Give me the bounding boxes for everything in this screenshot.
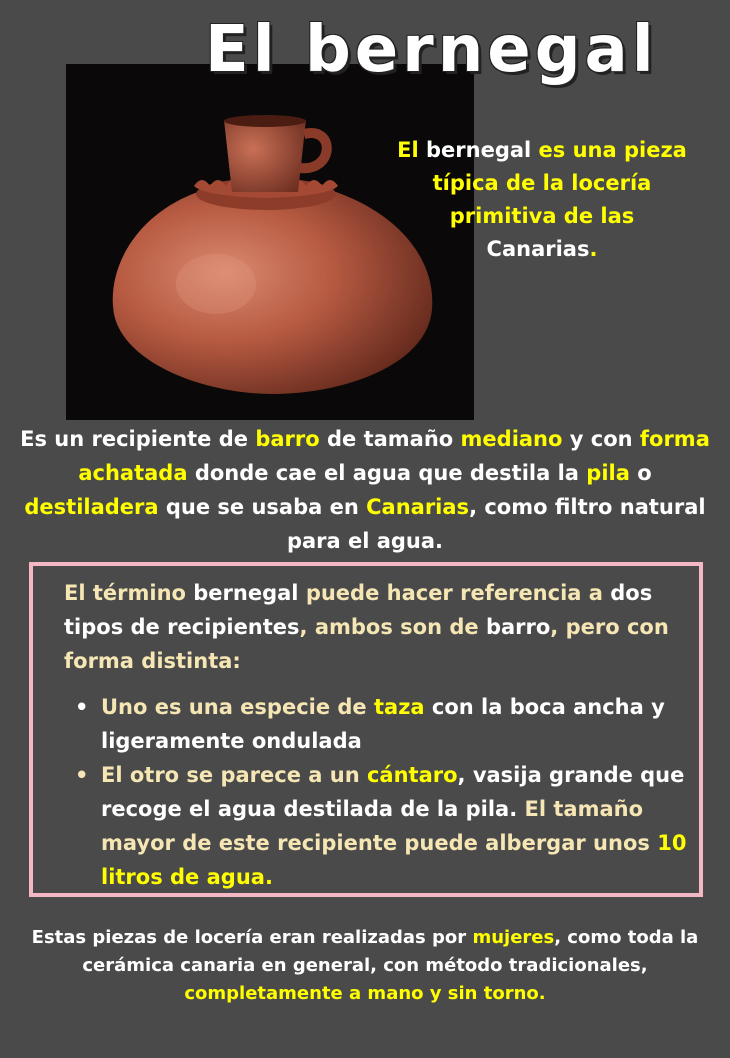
box-part: , pero con forma distinta: [64,615,669,673]
bullet-highlight: taza [373,695,425,719]
intro-keyword: bernegal [426,138,532,162]
bullet-icon: • [75,695,89,719]
footer-highlight: completamente a mano y sin torno. [184,983,546,1004]
bullet-highlight: cántaro [366,763,458,787]
intro-part: El [397,138,419,162]
box-keyword: barro [485,615,551,639]
bullet-highlight: 10 litros de agua. [101,831,687,889]
bullet-list [75,690,695,894]
intro-keyword: Canarias [486,237,590,261]
desc-part: que se usaba en [165,495,359,519]
info-box-text [64,576,684,678]
desc-highlight: destiladera [24,495,159,519]
intro-text [392,134,692,266]
bullet-icon: • [75,763,89,787]
list-item [75,758,695,894]
bullet-part: Uno es una especie de [101,695,367,719]
box-part: El término [64,581,186,605]
desc-part: de tamaño [326,427,454,451]
desc-highlight: mediano [460,427,563,451]
bullet-part: con la boca ancha y ligeramente ondulada [101,695,665,753]
desc-part: Es un recipiente de [20,427,249,451]
desc-highlight: pila [586,461,630,485]
footer-text [20,924,710,1008]
box-keyword: bernegal [193,581,299,605]
desc-highlight: Canarias [366,495,470,519]
intro-part: . [589,237,598,261]
page-title: El bernegal [205,13,658,87]
box-part: puede hacer referencia a [305,581,603,605]
box-part: , ambos son de [299,615,479,639]
intro-part: es una pieza típica de la locería primitiva de las [432,138,687,228]
list-item [75,690,695,758]
desc-part: donde cae el agua que destila la [194,461,579,485]
desc-highlight: forma achatada [78,427,710,485]
bullet-part: El tamaño mayor de este recipiente puede albergar unos [101,797,650,855]
footer-part: , como toda la cerámica canaria en general, con método tradicionales, [82,927,699,976]
desc-part: o [637,461,652,485]
desc-highlight: barro [255,427,320,451]
box-keyword: dos tipos de recipientes [64,581,653,639]
desc-part: y con [569,427,633,451]
info-box [29,562,703,897]
description-text [14,422,716,558]
bullet-part: , vasija grande que recoge el agua destilada de la pila. [101,763,685,821]
desc-part: , como filtro natural para el agua. [286,495,706,553]
footer-part: Estas piezas de locería eran realizadas por [31,927,467,948]
footer-highlight: mujeres [472,927,555,948]
bullet-part: El otro se parece a un [101,763,360,787]
